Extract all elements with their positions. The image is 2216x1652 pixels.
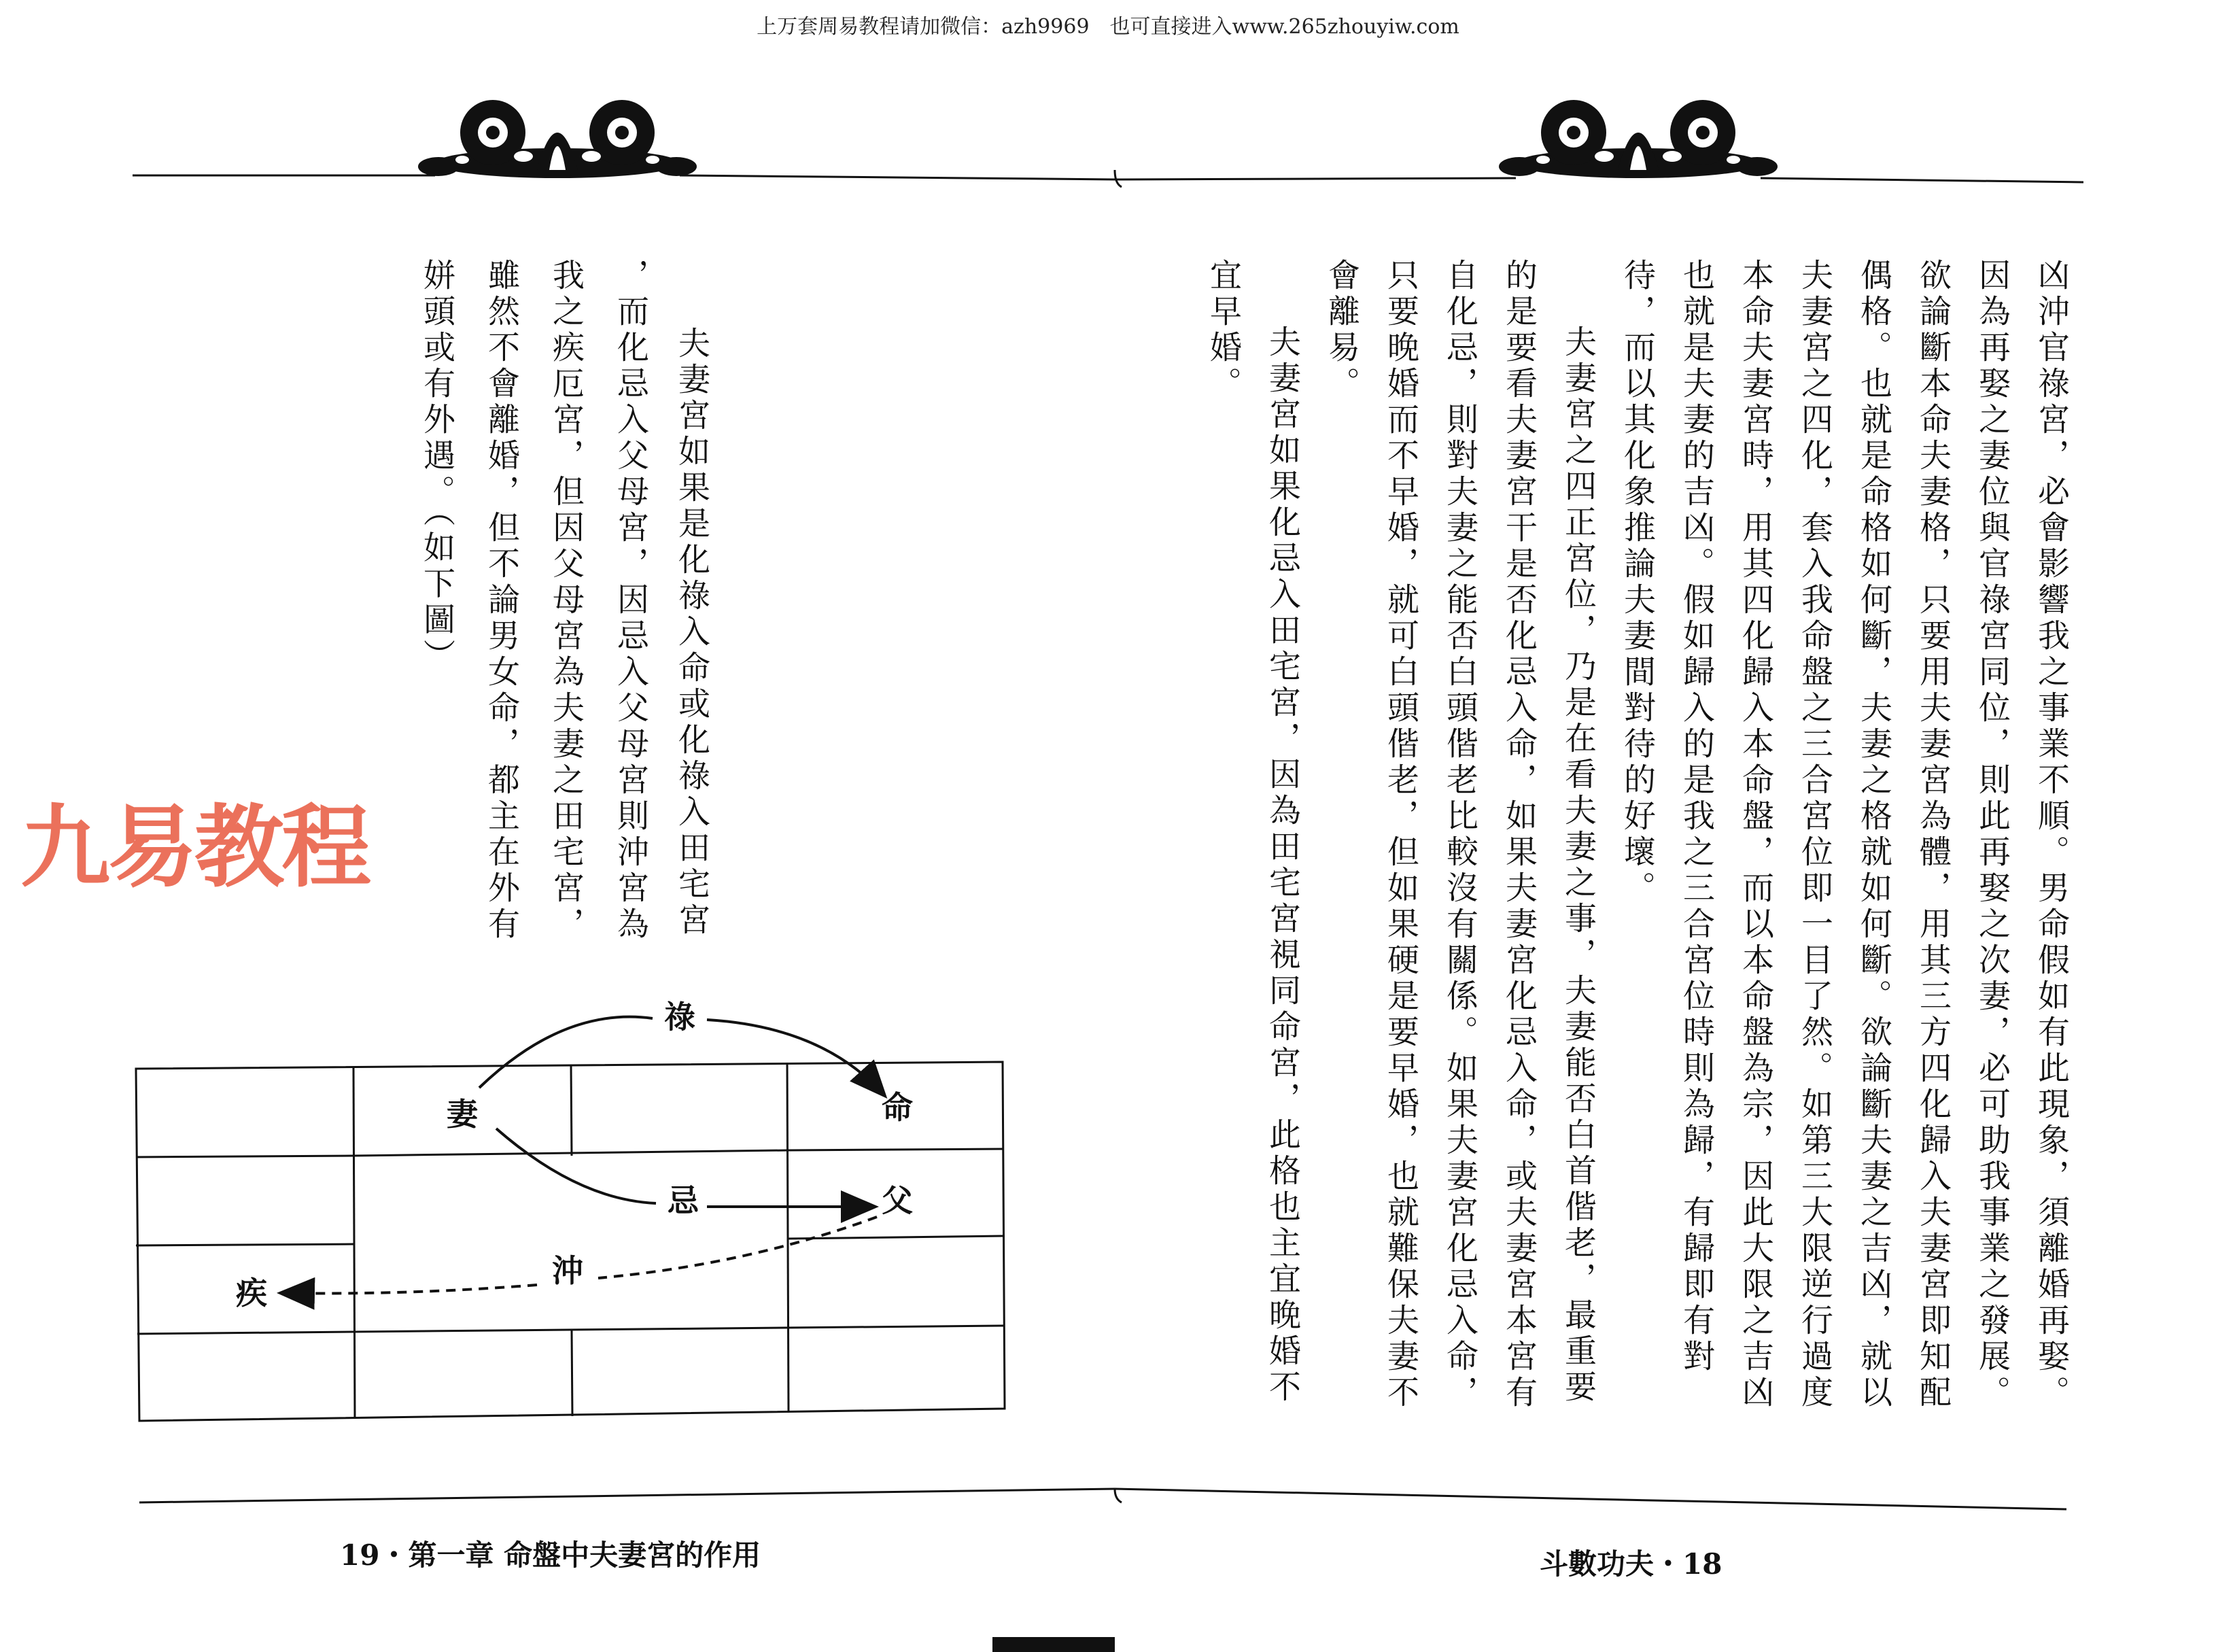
left-footer: 19・第一章 命盤中夫妻宮的作用 <box>340 1538 761 1572</box>
right-col-9: 夫妻宮之四正宮位，乃是在看夫妻之事，夫妻能否白首偕老，最重要 <box>1559 289 1597 1406</box>
right-col-15: 宜早婚。 <box>1205 258 1242 402</box>
left-col-3: 我之疾厄宮，但因父母宮為夫妻之田宅宮， <box>547 258 585 943</box>
label-chong: 沖 <box>552 1252 583 1289</box>
watermark: 九易教程 <box>20 795 368 900</box>
left-ornament <box>418 100 697 178</box>
right-col-6: 本命夫妻宮時，用其四化歸入本命盤，而以本命盤為宗，因此大限之吉凶 <box>1737 258 1774 1411</box>
label-qi: 妻 <box>447 1096 478 1133</box>
right-col-10: 的是要看夫妻宮干是否化忌入命，如果夫妻宮化忌入命，或夫妻宮本宮有 <box>1500 258 1538 1411</box>
palace-chart <box>136 1062 1005 1421</box>
label-ji: 忌 <box>668 1182 699 1219</box>
right-col-4: 偶格。也就是命格如何斷，夫妻之格就如何斷。欲論斷夫妻之吉凶，就以 <box>1855 258 1892 1411</box>
right-ornament <box>1499 100 1778 178</box>
right-col-13: 會離易。 <box>1323 258 1360 402</box>
right-col-2: 因為再娶之妻位與官祿宮同位，則此再娶之次妻，必可助我事業之發展。 <box>1973 258 2011 1411</box>
left-col-5: 姘頭或有外遇。（如下圖） <box>418 258 455 675</box>
right-col-3: 欲論斷本命夫妻格，只要用夫妻宮為體，用其三方四化歸入夫妻宮即知配 <box>1914 258 1952 1411</box>
label-ming: 命 <box>882 1089 913 1126</box>
right-col-1: 凶沖官祿宮，必會影響我之事業不順。男命假如有此現象，須離婚再娶。 <box>2032 258 2070 1411</box>
right-col-14: 夫妻宮如果化忌入田宅宮，因為田宅宮視同命宮，此格也主宜晚婚不 <box>1264 289 1301 1406</box>
label-lu: 祿 <box>664 999 695 1035</box>
right-col-11: 自化忌，則對夫妻之能否白頭偕老比較沒有關係。如果夫妻宮化忌入命， <box>1441 258 1478 1411</box>
left-col-2: ，而化忌入父母宮，因忌入父母宮則沖宮為 <box>612 258 649 943</box>
right-col-12: 只要晚婚而不早婚，就可白頭偕老，但如果硬是要早婚，也就難保夫妻不 <box>1382 258 1419 1411</box>
label-ji-palace: 疾 <box>236 1275 267 1311</box>
left-col-1: 夫妻宮如果是化祿入命或化祿入田宅宮 <box>673 326 710 939</box>
right-col-7: 也就是夫妻的吉凶。假如歸入的是我之三合宮位時則為歸，有歸即有對 <box>1678 258 1715 1375</box>
header-note: 上万套周易教程请加微信：azh9969 也可直接进入www.265zhouyiw.com <box>757 15 1459 39</box>
right-col-8: 待，而以其化象推論夫妻間對待的好壞。 <box>1618 258 1656 907</box>
right-footer: 斗數功夫・18 <box>1540 1547 1722 1581</box>
label-fu: 父 <box>882 1182 913 1219</box>
right-col-5: 夫妻宮之四化，套入我命盤之三合宮位即一目了然。如第三大限逆行過度 <box>1796 258 1833 1411</box>
left-col-4: 雖然不會離婚，但不論男女命，都主在外有 <box>483 258 520 943</box>
